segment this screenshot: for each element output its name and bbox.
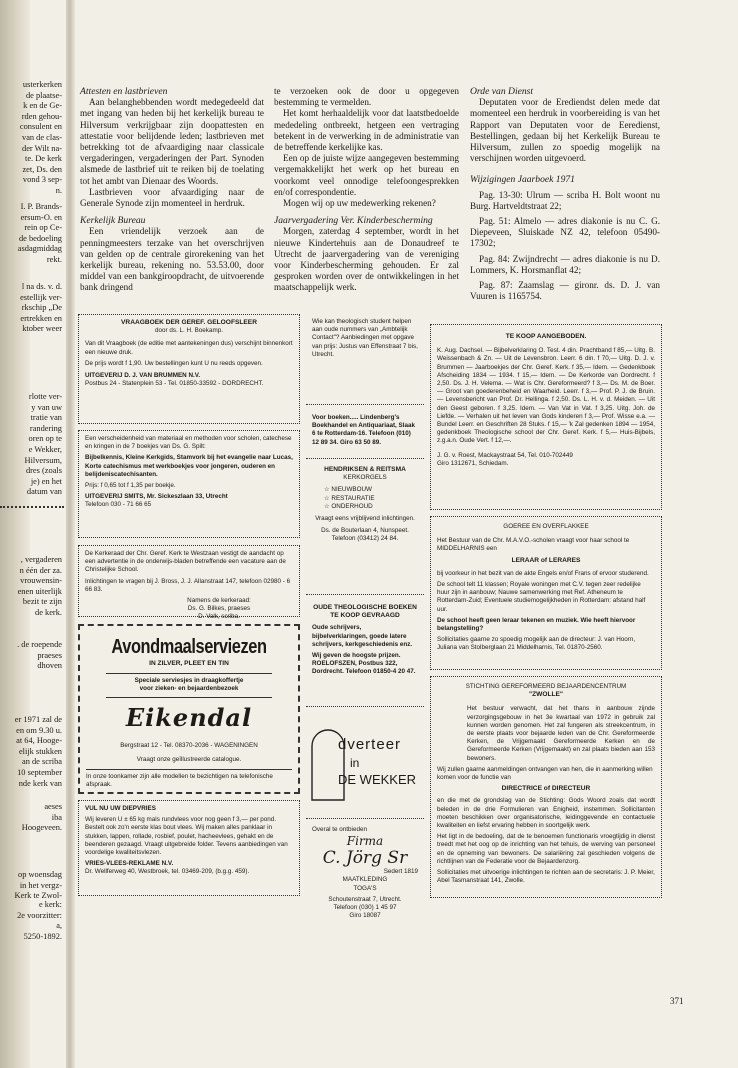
- ad-line: TOGA'S: [353, 884, 377, 892]
- left-page-line: rein op Ce-: [24, 223, 62, 233]
- left-page-line: rden gehou-: [21, 111, 62, 121]
- separator: [306, 594, 424, 595]
- star-icon: ☆: [324, 494, 332, 502]
- ad-text: Vraagt eens vrijblijvend inlichtingen.: [315, 515, 415, 523]
- ad-boeken: [306, 410, 424, 456]
- left-page-line: datum van: [26, 487, 62, 497]
- ad-goeree: [430, 516, 662, 670]
- left-page-line: vrouwensin-: [20, 576, 62, 586]
- ad-address: J. G. v. Roest, Mackaystraat 54, Tel. 010-702449: [437, 451, 573, 459]
- paragraph: Aan belanghebbenden wordt medegedeeld dat met ingang van heden bij het kerkelijk bureau te Hilversum verkrijgbaar zijn doopattesten en attestatie voor belijdende leden; lastbrieven met betrekking tot de afvaardiging naar classicale vergaderingen, vergaderingen der Part. Synoden alsmede de lastbrief uit te reiken bij de toelating tot het ambt van Dienaar des Woords.: [80, 97, 264, 186]
- ad-text: bij voorkeur in het bezit van de akte Engels en/of Frans of ervoor studerend.: [437, 569, 649, 577]
- ad-giro: Giro 18087: [349, 912, 381, 920]
- left-page-line: . de roepende: [17, 640, 62, 649]
- left-page-line: estellijk ver-: [20, 292, 62, 302]
- rule: [106, 697, 272, 698]
- ad-text: Sollicitaties met uitvoerige inlichtingen te richten aan de secretaris: J. P. Meier, Abel Tasmanstraat 141, Zwolle.: [437, 869, 655, 885]
- left-page-line: vond 3 sep-: [22, 175, 62, 185]
- ad-text: Oude schrijvers, bijbelverklaringen, goede latere schrijvers, kerkgeschiedenis enz.: [312, 624, 413, 648]
- left-page-line: 2e voorzitter:: [17, 910, 62, 920]
- ad-text: Wij leveren U ± 65 kg mals rundvlees voor nog geen f 3,— per pond. Bestelt ook zo'n eerste klas bout vlees. Wij maken alles panklaar in stukken, lappen, rollade, rosbief, poulet, hacheevlees, gehakt en de beenderen gezaagd. Vraagt uitgebreide folder. Tevens aanbiedingen van voordelige kwaliteitsvlezen.: [85, 816, 288, 857]
- ad-author: door ds. L. H. Boekamp.: [155, 327, 223, 335]
- star-icon: ☆: [324, 502, 332, 510]
- rule: [86, 769, 292, 770]
- paragraph: Pag. 51: Almelo — adres diakonie is nu C. G. Diepeveen, Sluiskade NZ 42, telefoon 05490-17302;: [470, 216, 660, 249]
- left-page-line: nde kerk van: [18, 778, 62, 788]
- left-page-line: ktober weer: [22, 324, 62, 334]
- separator: [306, 706, 424, 707]
- ad-jorg: [306, 822, 424, 920]
- ad-text: K. Aug. Dachsel. — Bijbelverklaring O. Test. 4 din. Prachtband f 85,— Uitg. B. Weissenbach & Zn. — Uit de Levensbron. Leerr. 6 din. f 70,— Uitg. D. J. v. Brummen — Jaarboekjes der Chr. Geref. Kerk. f 35,— Idem. — Gedenkboek Afscheiding 1834 — 1934. f 15,— Idem. — De Kerkorde van Dordrecht. f 2,50. Ds. J. H. Velema. — Wat is Chr. Gereformeerd? f 3,— Ds. M. de Boer. — Groot van goederenbeheid en Waarheid. Leerr. f 3,— Prof. P. J. de Bruin. — Levensbericht van Prof. Dr. Hellinga. f 2,50. Ds. L. H. v. d. Meiden. — Uit den Geest geboren. f 3,25. Idem. — Van Vat in Vat. f 3,25. Uitg. Joh. de Liefde. — Verhalen uit het leven van Gods kinderen f 3,— Prof. Wisse e.a. — Bundel Leerr. en Geschriften 28 Stuks. f 15,— 'k Zal gedenken 1894 — 1954, gedenkboek Theologische school der Chr. Geref. Kerk. f 5,— Huis-Bijbels, z.g.a.n. Oude Vert. f 12,—.: [437, 347, 655, 445]
- ad-text: Voor boeken..... Lindenberg's Boekhandel en Antiquariaat, Slaak 6 te Rotterdam-16. Telefoon (010) 12 89 34. Giro 63 50 89.: [312, 414, 415, 446]
- ad-text: Het bestuur verwacht, dat het thans in aanbouw zijnde verzorgingsgebouw in het 3e kwartaal van 1972 in gebruik zal kunnen worden genomen. Het zal fungeren als streekcentrum, in de eerste plaats voor bejaarde leden van de Chr. Gereformeerde Kerken, de Vrijgemaakt Gereformeerde Kerken en de Gereformeerde Kerken (Vrijgemaakt) en zal plaats bieden aan 153 bewoners.: [467, 705, 655, 762]
- left-page-line: iba: [51, 812, 62, 822]
- left-page-line: der Wilt na-: [22, 143, 62, 153]
- ad-address: Ds. de Bouterlaan 4, Nunspeet. Telefoon (03412) 24 84.: [321, 527, 409, 543]
- column-2: [274, 86, 459, 294]
- ad-text: Een verscheidenheid van materiaal en methoden voor scholen, catechese en kringen in de 7 boekjes van Ds. G. Spilt:: [85, 435, 292, 451]
- ad-hendriksen: [306, 462, 424, 578]
- left-page-line: randering: [29, 423, 62, 433]
- ad-student: [306, 314, 424, 406]
- eikendal-logo: Eikendal: [125, 702, 253, 732]
- list-item: [324, 486, 418, 494]
- ad-subtitle: KERKORGELS: [343, 474, 387, 482]
- left-page-line: je) en het: [30, 476, 62, 486]
- ad-line: Speciale serviesjes in draagkoffertje: [134, 677, 244, 685]
- ad-subtitle: LERAAR of LERARES: [511, 556, 581, 564]
- ad-te-koop: [430, 324, 662, 510]
- ad-text: Wij zullen gaarne aanmeldingen ontvangen van hen, die in aanmerking willen komen voor de functie van: [437, 765, 653, 782]
- left-page-line: dres (zoals: [25, 466, 62, 476]
- list-item: [324, 503, 418, 511]
- left-page-line: an de scriba: [22, 757, 62, 767]
- left-page-line: n één der za.: [19, 565, 62, 575]
- left-page-line: Hilversum,: [24, 455, 62, 465]
- ad-diepvries: [78, 800, 300, 896]
- heading-wijzigingen: Wijzigingen Jaarboek 1971: [470, 174, 575, 186]
- ad-smits: [78, 430, 300, 538]
- ad-publisher: VRIES-VLEES-REKLAME N.V.: [85, 860, 174, 868]
- ad-line: MAATKLEDING: [342, 876, 388, 884]
- ad-phone: Telefoon 030 - 71 66 65: [85, 501, 152, 509]
- left-page-line: y van uw: [31, 402, 62, 412]
- heading-attesten: Attesten en lastbrieven: [80, 86, 168, 97]
- ad-oude-boeken: [306, 600, 424, 704]
- ad-text: Inlichtingen te vragen bij J. Bross, J. J. Allanstraat 147, telefoon 02980 - 6 66 83.: [85, 577, 291, 593]
- page-number: 371: [670, 996, 684, 1006]
- paragraph: Morgen, zaterdag 4 september, wordt in het nieuwe Kindertehuis aan de Donaudreef te Utrecht de jaarvergadering van de vereniging voor Kinderbescherming gehouden. Er zal gesproken worden over de ontwikkelingen in het maatschappelijk werk.: [274, 226, 459, 293]
- left-page-line: l na ds. v. d.: [21, 282, 62, 291]
- wekker-line-2: in: [350, 756, 360, 770]
- heading-kerkelijk-bureau: Kerkelijk Bureau: [80, 215, 146, 227]
- ad-text: Het Bestuur van de Chr. M.A.V.O.-scholen vraagt voor haar school te MIDDELHARNIS een: [437, 537, 630, 553]
- left-page-line: van de clas-: [22, 133, 62, 142]
- paragraph: Mogen wij op uw medewerking rekenen?: [283, 198, 436, 209]
- left-page-line: rekt.: [46, 255, 62, 264]
- left-page-fragment: [0, 80, 64, 900]
- left-page-line: rlotte ver-: [28, 392, 62, 401]
- separator: [306, 458, 424, 459]
- left-page-line: ersum-O. en: [20, 212, 62, 222]
- ad-publisher: UITGEVERIJ D. J. VAN BRUMMEN N.V.: [85, 372, 201, 380]
- ad-text: Overal te ontbieden: [312, 826, 367, 833]
- left-page-line: , vergaderen: [20, 555, 62, 564]
- ad-avondmaalserviezen: [78, 624, 300, 794]
- left-page-line: bezit te zijn: [22, 597, 62, 607]
- ad-title: STICHTING GEREFORMEERD BEJAARDENCENTRUM: [465, 683, 627, 690]
- ad-text: Van dit Vraagboek (de editie met aantekeningen dus) verschijnt binnenkort een nieuwe druk.: [85, 340, 293, 356]
- ad-title: HENDRIKSEN & REITSMA: [324, 466, 406, 473]
- heading-orde-van-dienst: Orde van Dienst: [470, 86, 534, 97]
- ad-text: Wie kan theologisch student helpen aan oude nummers van „Ambtelijk Contact"? Aanbiedingen met opgave van prijs: Justus van Effenstraat 7 bis, Utrecht.: [312, 318, 418, 358]
- paragraph: Deputaten voor de Erediendst delen mede dat momenteel een herdruk in voorbereiding is van het Rapport van Deputaten voor de Eeredienst, Bestellingen, gedaan bij het Kerkelijk Bureau te Hilversum, zullen zo spoedig mogelijk na verschijnen worden uitgevoerd.: [470, 97, 660, 164]
- left-page-line: tratie van: [30, 413, 62, 423]
- ad-since: Sedert 1819: [383, 868, 418, 876]
- ad-text: Prijs: f 0,65 tot f 1,35 per boekje.: [85, 482, 176, 490]
- left-page-line: Kerk te Zwol-: [14, 891, 62, 900]
- left-page-line: a,: [56, 921, 62, 931]
- ad-text: De prijs wordt f 1,90. Uw bestellingen kunt U nu reeds opgeven.: [85, 359, 263, 367]
- paragraph: Pag. 13-30: Ulrum — scriba H. Bolt woont nu Burg. Hartveldtstraat 22;: [470, 189, 660, 211]
- left-page-line: usterkerken: [22, 80, 62, 89]
- ad-text: Sollicitaties gaarne zo spoedig mogelijk aan de directeur: J. van Hoorn, Juliana van Stolberglaan 21 Middelharnis, Tel. 01870-2560.: [437, 636, 636, 652]
- left-page-line: te. De kerk: [25, 154, 62, 164]
- column-3: [470, 86, 660, 302]
- jorg-logo-firma: Firma: [346, 834, 384, 849]
- ad-line: Vraagt onze geïllustreerde catalogue.: [136, 755, 242, 763]
- left-page-line: e kerk:: [38, 900, 62, 909]
- paragraph: Lastbrieven voor afvaardiging naar de Generale Synode zijn momenteel in herdruk.: [80, 186, 264, 209]
- ad-text: Wij geven de hoogste prijzen. ROELOFSZEN, Postbus 322, Dordrecht. Telefoon 01850-4 20 47.: [312, 652, 416, 676]
- ad-signature: [145, 597, 293, 622]
- ad-de-wekker: [306, 712, 424, 812]
- item-label: ONDERHOUD: [331, 502, 373, 510]
- left-page-line: aeses: [44, 802, 62, 811]
- left-page-line: rkschip „De: [21, 303, 62, 313]
- left-page-line: n.: [55, 186, 62, 195]
- paragraph: te verzoeken ook de door u opgegeven bestemming te vermelden.: [274, 86, 459, 108]
- left-page-line: 5250-1892.: [23, 931, 62, 941]
- separator: [306, 404, 424, 405]
- wekker-line-1: dverteer: [338, 736, 402, 753]
- ad-title: GOEREE EN OVERFLAKKEE: [503, 523, 589, 530]
- ad-text: Het ligt in de bedoeling, dat de te benoemen functionaris vroegtijdig in dienst treedt met het oog op de inrichting van het tehuis, de werving van personeel en de opneming van bewoners. De salariëring zal geschieden volgens de richtlijnen van de Federatie voor de Bejaardenzorg.: [437, 833, 655, 865]
- paragraph: Pag. 87: Zaamslag — gironr. ds. D. J. van Vuuren is 1165754.: [470, 280, 660, 302]
- column-1: [80, 86, 264, 294]
- list-item: [324, 495, 418, 503]
- ad-title: TE KOOP AANGEBODEN.: [505, 333, 587, 340]
- arch-icon: [308, 716, 348, 802]
- ad-text: Bijbelkennis, Kleine Kerkgids, Stamvork bij het evangelie naar Lucas, Korte catechismus met werkboekjes voor jongeren, ouderen en belijdeniscatechisanten.: [85, 454, 293, 478]
- ad-subtitle: DIRECTRICE of DIRECTEUR: [501, 785, 591, 793]
- star-icon: ☆: [324, 486, 332, 494]
- ad-title: OUDE THEOLOGISCHE BOEKEN TE KOOP GEVRAAGD: [313, 604, 417, 620]
- item-label: RESTAURATIE: [331, 494, 375, 502]
- left-page-line: Hoogeveen.: [21, 823, 62, 833]
- ad-text: In onze toonkamer zijn alle modellen te bezichtigen na telefonische afspraak.: [86, 773, 273, 789]
- paragraph: Een vriendelijk verzoek aan de penningmeesters terzake van het overschrijven van gelden op de centrale girorekening van het kerkelijk bureau, rekening no. 53.53.00, door middel van een bankgiroopdracht, de uitvoerende bank dringend: [80, 226, 264, 293]
- left-page-line: op woensdag: [18, 870, 62, 879]
- ad-publisher: UITGEVERIJ SMITS, Mr. Sickeszlaan 33, Utrecht: [85, 493, 228, 501]
- left-page-line: oren op te: [28, 434, 62, 444]
- ad-title: VRAAGBOEK DER GEREF. GELOOFSLEER: [121, 319, 257, 326]
- left-page-line: 10 september: [17, 768, 62, 777]
- ad-address: Schoutenstraat 7, Utrecht.: [328, 895, 402, 903]
- signature-line: Ds. G. Bilkes, praeses: [187, 605, 251, 613]
- signature-line: D. Valk, scriba.: [198, 613, 240, 621]
- ad-zwolle: [430, 676, 662, 898]
- left-page-line: er 1971 zal de: [14, 715, 62, 724]
- item-label: NIEUWBOUW: [331, 486, 372, 494]
- rule: [106, 673, 272, 674]
- left-page-line: asdagmiddag: [17, 244, 62, 254]
- ad-text: De school heeft geen leraar tekenen en muziek. Wie heeft hiervoor belangstelling?: [437, 616, 636, 633]
- ad-westzaan: [78, 545, 300, 621]
- ad-address: Bergstraat 12 - Tel. 08370-2036 - WAGENINGEN: [120, 741, 258, 749]
- paragraph: Het komt herhaaldelijk voor dat laatstbedoelde mededeling ontbreekt, hetgeen een vertraging betekent in de verwerking in de administratie van de betreffende kerkelijke kas.: [274, 108, 459, 153]
- left-page-line: e Wekker,: [28, 445, 62, 454]
- ad-address: Postbus 24 - Statenplein 53 - Tel. 01850-33592 - DORDRECHT.: [85, 380, 264, 388]
- ad-phone: Telefoon (030) 1 45 97: [333, 904, 397, 912]
- ad-text: De Kerkeraad der Chr. Geref. Kerk te Westzaan vestigt de aandacht op een advertentie in de onderwijs-bladen betreffende een vacature aan de Christelijke School.: [85, 550, 286, 574]
- ad-address: Dr. Wellferweg 40, Westbroek, tel. 03469-209, (b.g.g. 459).: [85, 868, 250, 876]
- separator: [306, 818, 424, 819]
- wekker-line-3: DE WEKKER: [338, 772, 417, 787]
- ad-subtitle: "ZWOLLE": [528, 691, 564, 699]
- left-page-line: in het vergz-: [19, 880, 62, 890]
- signature-line: Namens de kerkeraad:: [187, 597, 251, 605]
- paragraph: Pag. 84: Zwijndrecht — adres diakonie is nu D. Lommers, K. Horsmanflat 42;: [470, 253, 660, 275]
- ad-title: VUL NU UW DIEPVRIES: [85, 805, 156, 812]
- left-page-line: enen uiterlijk: [17, 586, 62, 596]
- paragraph: Een op de juiste wijze aangegeven bestemming vergemakkelijkt het werk op het bureau en voorkomt veel onnodige telefoongesprekken en/of correspondentie.: [274, 153, 459, 197]
- left-page-line: consulent en: [19, 122, 62, 132]
- ad-giro: Giro 1312671, Schiedam.: [437, 459, 509, 467]
- left-page-line: praeses: [37, 650, 62, 660]
- ad-text: De school telt 11 klassen; Royale woningen met C.V. tegen zeer redelijke huur zijn in aanbouw; Nauwe samenwerking met Ref. Atheneum te Rotterdam-Zuid; Eventuele studiemogelijkheden in Rotterdam: afstand half uur.: [437, 581, 646, 613]
- ad-subtitle: IN ZILVER, PLEET EN TIN: [149, 660, 229, 667]
- left-page-line: dhoven: [37, 661, 62, 671]
- ad-text: en die met de grondslag van de Stichting: Gods Woord zoals dat wordt beleden in de drie Formulieren van Enigheid, instemmen. Sollicitanten moeten beschikken over organisatorische, leidinggevende en contactuele kwaliteiten en liefst ervaring hebben in soortgelijk werk.: [437, 797, 655, 830]
- heading-jaarvergadering: Jaarvergadering Ver. Kinderbescherming: [274, 215, 433, 227]
- ad-item-list: [324, 486, 418, 511]
- ad-headline: Avondmaalserviezen: [111, 636, 267, 658]
- left-page-line: en om 9.30 u.: [16, 725, 62, 735]
- left-divider: [0, 506, 64, 508]
- ad-vraagboek: [78, 314, 300, 424]
- left-page-line: I. P. Brands-: [20, 202, 62, 211]
- ad-line: voor zieken- en bejaardenbezoek: [139, 685, 239, 693]
- left-page-line: zet, Ds. den: [22, 164, 62, 174]
- left-page-fragment-bottom: [0, 900, 64, 960]
- left-page-line: de plaatse-: [25, 90, 62, 100]
- jorg-logo-name: C. Jörg Sr: [322, 848, 408, 869]
- left-page-line: de kerk.: [35, 608, 62, 617]
- left-page-line: ertrekken en: [20, 313, 62, 323]
- left-page-line: at 64, Hooge-: [16, 736, 62, 746]
- left-page-line: k en de Ge-: [23, 101, 62, 111]
- left-page-line: elijk stukken: [18, 746, 62, 756]
- page-gutter: [66, 0, 75, 1068]
- left-page-line: de bedoeling: [18, 233, 62, 243]
